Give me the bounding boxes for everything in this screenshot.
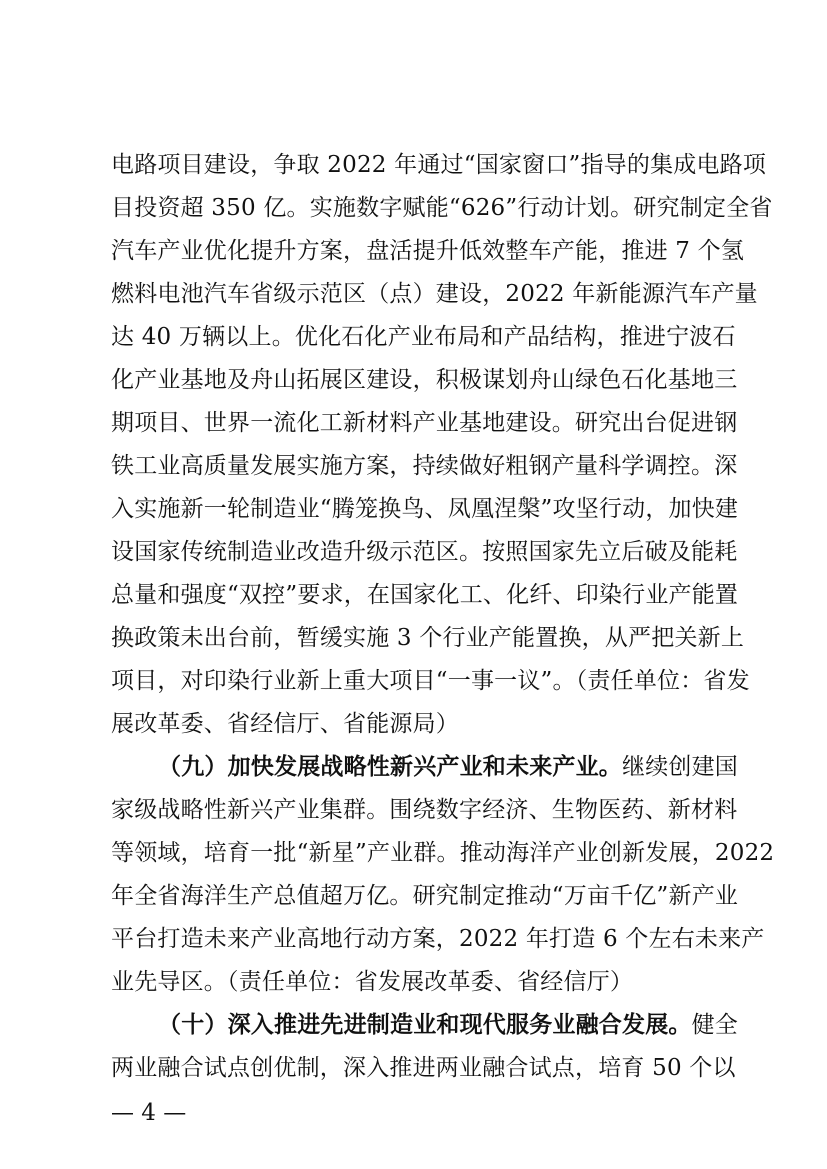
section-9-line-6: 业先导区。（责任单位：省发展改革委、省经信厅） — [111, 969, 634, 995]
body-line-4: 燃料电池汽车省级示范区（点）建设，2022 年新能源汽车产量 — [111, 281, 758, 307]
section-10-heading: （十）深入推进先进制造业和现代服务业融合发展。 — [158, 1011, 692, 1038]
section-9-line-3: 等领域，培育一批“新星”产业群。推动海洋产业创新发展，2022 — [111, 840, 775, 866]
body-line-12: 换政策未出台前，暂缓实施 3 个行业产能置换，从严把关新上 — [111, 625, 745, 651]
section-9-line-2: 家级战略性新兴产业集群。围绕数字经济、生物医药、新材料 — [111, 797, 738, 823]
section-10-line-2: 两业融合试点创优制，深入推进两业融合试点，培育 50 个以 — [111, 1055, 736, 1081]
section-9-line-5: 平台打造未来产业高地行动方案，2022 年打造 6 个左右未来产 — [111, 926, 765, 952]
section-9-first-line-rest: 继续创建国 — [622, 754, 738, 780]
body-line-9: 入实施新一轮制造业“腾笼换鸟、凤凰涅槃”攻坚行动，加快建 — [111, 496, 739, 522]
body-line-7: 期项目、世界一流化工新材料产业基地建设。研究出台促进钢 — [111, 410, 738, 436]
body-line-5: 达 40 万辆以上。优化石化产业布局和产品结构，推进宁波石 — [111, 324, 736, 350]
body-line-8: 铁工业高质量发展实施方案，持续做好粗钢产量科学调控。深 — [111, 453, 738, 479]
body-line-6: 化产业基地及舟山拓展区建设，积极谋划舟山绿色石化基地三 — [111, 367, 738, 393]
section-10-first-line-rest: 健全 — [691, 1012, 739, 1038]
body-line-3: 汽车产业优化提升方案，盘活提升低效整车产能，推进 7 个氢 — [111, 238, 745, 264]
body-line-13: 项目，对印染行业新上重大项目“一事一议”。（责任单位：省发 — [111, 668, 750, 694]
section-9-line-4: 年全省海洋生产总值超万亿。研究制定推动“万亩千亿”新产业 — [111, 883, 739, 909]
section-9-first-line — [158, 752, 738, 782]
body-line-2: 目投资超 350 亿。实施数字赋能“626”行动计划。研究制定全省 — [111, 195, 773, 221]
body-line-10: 设国家传统制造业改造升级示范区。按照国家先立后破及能耗 — [111, 539, 738, 565]
body-line-14: 展改革委、省经信厅、省能源局） — [111, 711, 459, 737]
section-10-first-line — [158, 1010, 738, 1040]
body-line-1: 电路项目建设，争取 2022 年通过“国家窗口”指导的集成电路项 — [111, 152, 767, 178]
body-line-11: 总量和强度“双控”要求，在国家化工、化纤、印染行业产能置 — [111, 582, 739, 608]
page-number: — 4 — — [111, 1100, 187, 1126]
section-9-heading: （九）加快发展战略性新兴产业和未来产业。 — [158, 753, 622, 780]
